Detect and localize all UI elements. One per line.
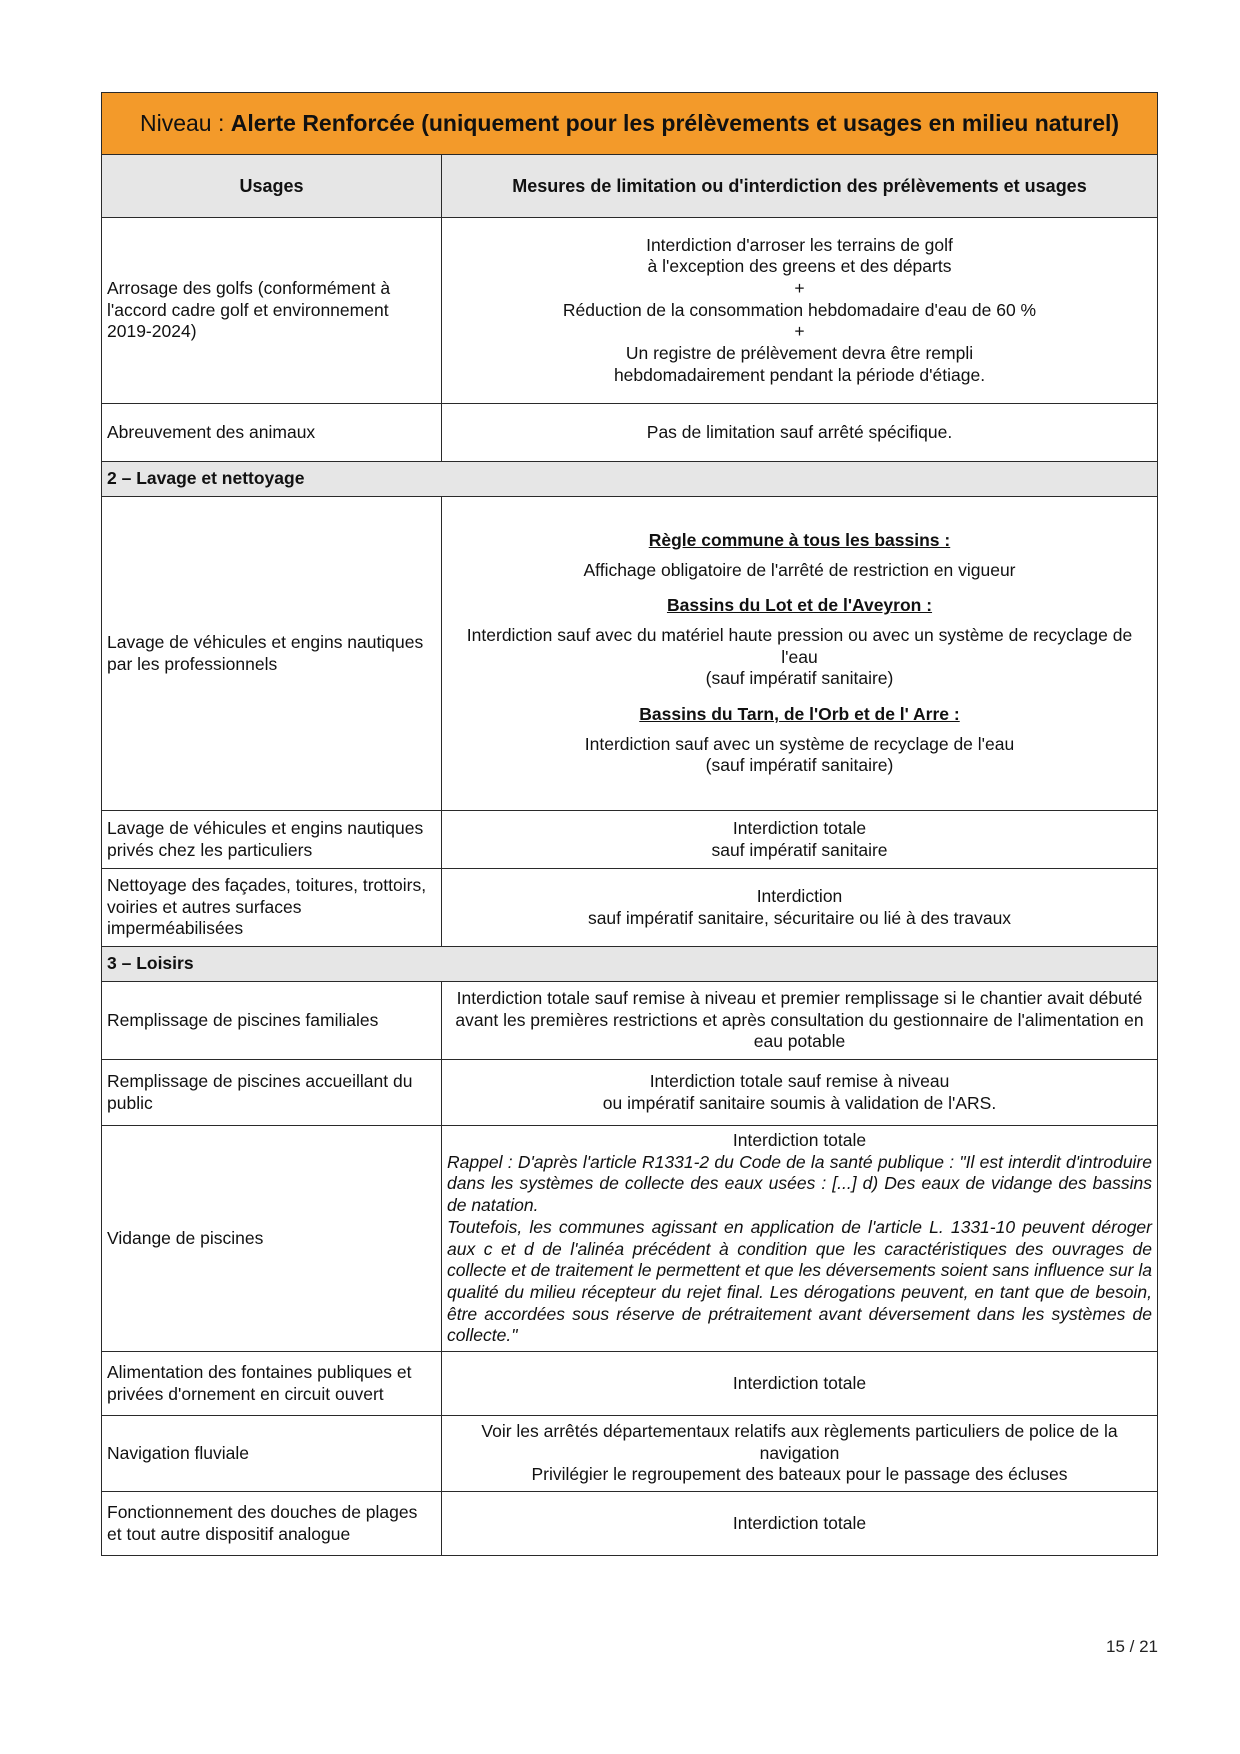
measure-cell <box>442 1416 1158 1492</box>
usage-cell: Lavage de véhicules et engins nautiques par les professionnels <box>102 497 442 811</box>
rule-title: Bassins du Lot et de l'Aveyron : <box>666 595 933 616</box>
measure-line: sauf impératif sanitaire, sécuritaire ou lié à des travaux <box>587 907 1012 928</box>
measure-line: + <box>794 321 805 342</box>
restriction-table <box>101 92 1158 1556</box>
measure-cell <box>442 1060 1158 1126</box>
section-title: 2 – Lavage et nettoyage <box>102 462 1158 497</box>
measure-cell <box>442 218 1158 404</box>
measure-line: à l'exception des greens et des départs <box>647 256 952 277</box>
level-row <box>102 93 1158 155</box>
measure-cell: Interdiction totale sauf remise à niveau et premier remplissage si le chantier avait débuté avant les premières restrictions et après consultation du gestionnaire de l'alimentation en eau potable <box>442 982 1158 1060</box>
legal-derogation: Toutefois, les communes agissant en application de l'article L. 1331-10 peuvent déroger aux c et d de l'alinéa précédent à condition que les caractéristiques des ouvrages de collecte et de traitement le permettent et que les déversements soient sans influence sur la qualité du milieu récepteur du rejet final. Les dérogations peuvent, en tant que de besoin, être accordées sous réserve de prétraitement avant déversement dans les systèmes de collecte." <box>447 1216 1152 1346</box>
table-row <box>102 1416 1158 1492</box>
measure-line: + <box>794 277 805 298</box>
measure-line: hebdomadairement pendant la période d'étiage. <box>613 364 986 385</box>
rule-text: (sauf impératif sanitaire) <box>705 668 894 689</box>
level-prefix: Niveau : <box>139 109 231 136</box>
measure-line: Interdiction totale <box>732 817 867 838</box>
rule-text: Interdiction sauf avec un système de recyclage de l'eau <box>584 733 1015 754</box>
measure-line: Interdiction d'arroser les terrains de golf <box>646 234 953 255</box>
usage-cell: Remplissage de piscines accueillant du public <box>102 1060 442 1126</box>
section-title: 3 – Loisirs <box>102 947 1158 982</box>
measure-line: Privilégier le regroupement des bateaux pour le passage des écluses <box>531 1464 1068 1485</box>
measure-line: Voir les arrêtés départementaux relatifs aux règlements particuliers de police de la navigation <box>481 1420 1118 1463</box>
table-row <box>102 497 1158 811</box>
measure-cell <box>442 1126 1158 1352</box>
measure-line: Interdiction <box>756 885 843 906</box>
measure-cell <box>442 869 1158 947</box>
usage-cell: Fonctionnement des douches de plages et tout autre dispositif analogue <box>102 1492 442 1556</box>
usage-cell: Arrosage des golfs (conformément à l'accord cadre golf et environnement 2019-2024) <box>102 218 442 404</box>
measure-line: Un registre de prélèvement devra être rempli <box>625 343 974 364</box>
table-row <box>102 1060 1158 1126</box>
table-row <box>102 404 1158 462</box>
header-usages: Usages <box>102 155 442 218</box>
table-row <box>102 811 1158 869</box>
measure-line: Réduction de la consommation hebdomadaire d'eau de 60 % <box>562 299 1037 320</box>
measure-line: sauf impératif sanitaire <box>711 839 888 860</box>
usage-cell: Remplissage de piscines familiales <box>102 982 442 1060</box>
rule-text: Affichage obligatoire de l'arrêté de restriction en vigueur <box>583 559 1016 580</box>
level-title: Alerte Renforcée (uniquement pour les prélèvements et usages en milieu naturel) <box>230 109 1120 136</box>
table-row <box>102 869 1158 947</box>
level-banner <box>102 93 1158 155</box>
section-row <box>102 462 1158 497</box>
section-row <box>102 947 1158 982</box>
header-mesures: Mesures de limitation ou d'interdiction des prélèvements et usages <box>442 155 1158 218</box>
usage-cell: Nettoyage des façades, toitures, trottoirs, voiries et autres surfaces imperméabilisées <box>102 869 442 947</box>
table-row <box>102 982 1158 1060</box>
measure-cell <box>442 811 1158 869</box>
legal-reminder: Rappel : D'après l'article R1331-2 du Code de la santé publique : "Il est interdit d'introduire dans les systèmes de collecte des eaux usées : [...] d) Des eaux de vidange des bassins de natation. <box>447 1151 1152 1216</box>
measure-cell <box>442 497 1158 811</box>
rule-title: Bassins du Tarn, de l'Orb et de l' Arre : <box>639 704 960 725</box>
usage-cell: Navigation fluviale <box>102 1416 442 1492</box>
usage-cell: Abreuvement des animaux <box>102 404 442 462</box>
measure-cell: Pas de limitation sauf arrêté spécifique. <box>442 404 1158 462</box>
table-row <box>102 1352 1158 1416</box>
rule-text: (sauf impératif sanitaire) <box>705 755 894 776</box>
usage-cell: Lavage de véhicules et engins nautiques privés chez les particuliers <box>102 811 442 869</box>
rule-text: Interdiction sauf avec du matériel haute pression ou avec un système de recyclage de l'eau <box>466 624 1133 667</box>
rule-title: Règle commune à tous les bassins : <box>648 529 951 550</box>
table-row <box>102 218 1158 404</box>
usage-cell: Vidange de piscines <box>102 1126 442 1352</box>
measure-title: Interdiction totale <box>732 1130 867 1151</box>
page-number: 15 / 21 <box>1106 1637 1158 1656</box>
table-row <box>102 1492 1158 1556</box>
usage-cell: Alimentation des fontaines publiques et privées d'ornement en circuit ouvert <box>102 1352 442 1416</box>
header-row <box>102 155 1158 218</box>
measure-cell: Interdiction totale <box>442 1352 1158 1416</box>
measure-line: ou impératif sanitaire soumis à validation de l'ARS. <box>602 1092 997 1113</box>
table-row <box>102 1126 1158 1352</box>
measure-cell: Interdiction totale <box>442 1492 1158 1556</box>
measure-line: Interdiction totale sauf remise à niveau <box>649 1070 950 1091</box>
